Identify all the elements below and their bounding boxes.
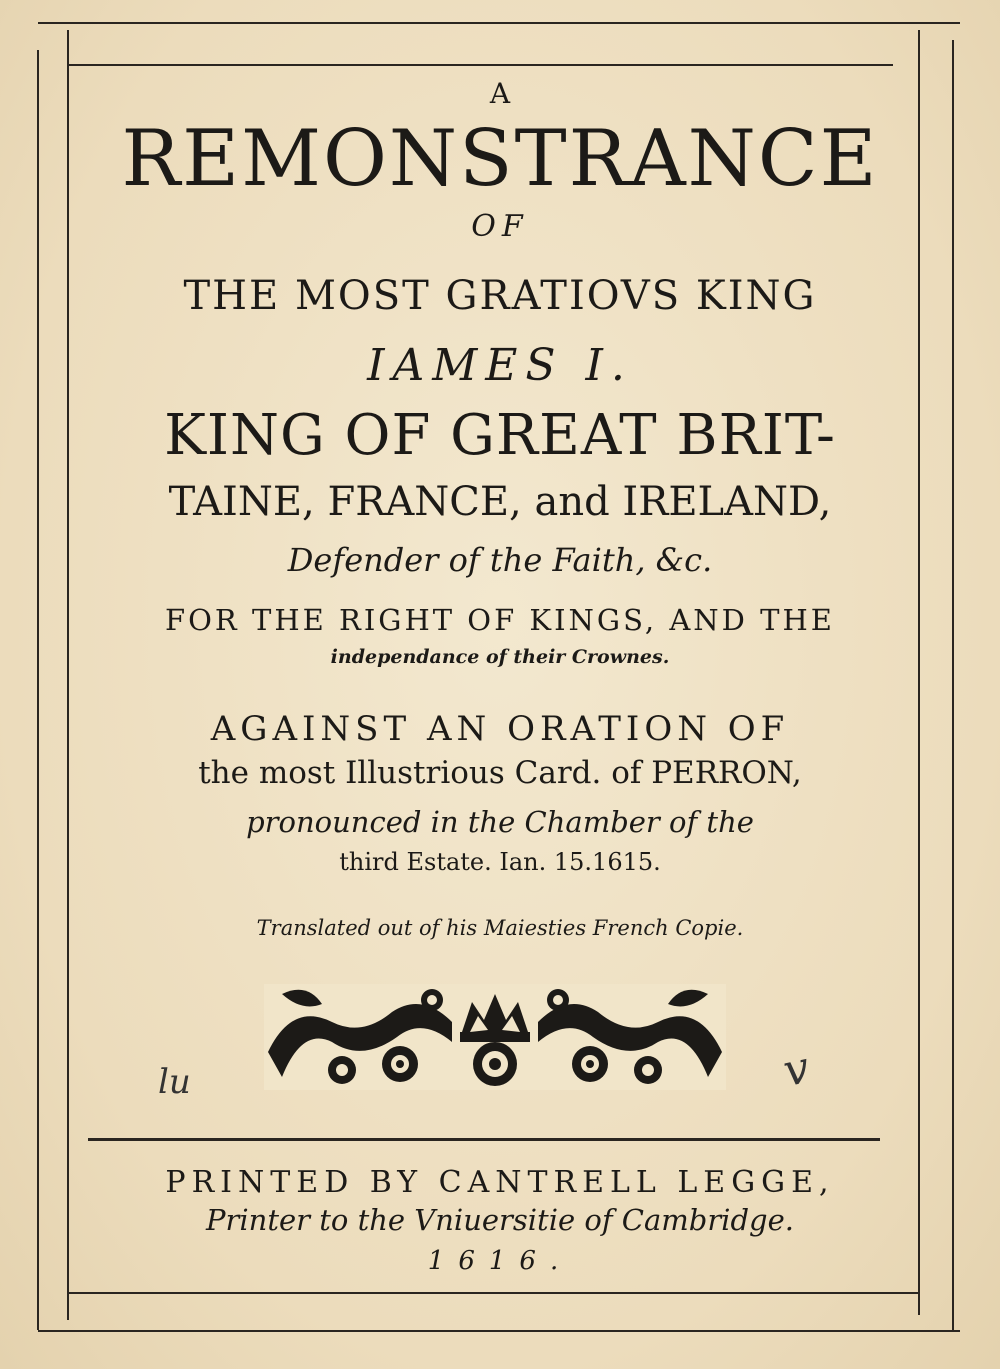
frame-top-inner	[68, 64, 893, 66]
title-taine: TAINE, FRANCE, and IRELAND,	[168, 479, 832, 525]
title-pronounced: pronounced in the Chamber of the	[246, 805, 754, 839]
imprint-printer: Printer to the Vniuersitie of Cambridge.	[206, 1203, 794, 1237]
title-a: A	[489, 77, 511, 110]
title-gratious-king: THE MOST GRATIOVS KING	[183, 273, 817, 319]
handwritten-mark-left: lu	[158, 1062, 191, 1102]
floral-crown-ornament-icon	[262, 982, 728, 1092]
title-translated: Translated out of his Maiesties French Copie.	[256, 916, 744, 940]
title-great-brit: KING OF GREAT BRIT-	[164, 403, 836, 468]
title-right-of-kings: FOR THE RIGHT OF KINGS, AND THE	[165, 603, 835, 637]
title-third-estate: third Estate. Ian. 15.1615.	[339, 848, 661, 876]
title-james: IAMES I.	[367, 340, 633, 391]
frame-bottom-outer	[38, 1330, 960, 1332]
title-perron: the most Illustrious Card. of PERRON,	[198, 755, 802, 791]
title-of: OF	[471, 209, 529, 244]
title-remonstrance: REMONSTRANCE	[121, 114, 879, 204]
title-against: AGAINST AN ORATION OF	[210, 709, 790, 749]
imprint-printed-by: PRINTED BY CANTRELL LEGGE,	[165, 1165, 835, 1200]
title-independance: independance of their Crownes.	[330, 646, 670, 668]
handwritten-mark-right: v	[778, 1041, 814, 1098]
frame-bottom-inner	[68, 1292, 918, 1294]
imprint-rule	[88, 1138, 880, 1141]
imprint-year: 1616.	[427, 1246, 573, 1276]
title-defender: Defender of the Faith, &c.	[287, 541, 713, 579]
frame-left-outer	[37, 50, 39, 1330]
frame-top-outer	[38, 22, 960, 24]
frame-right-outer	[952, 40, 954, 1330]
